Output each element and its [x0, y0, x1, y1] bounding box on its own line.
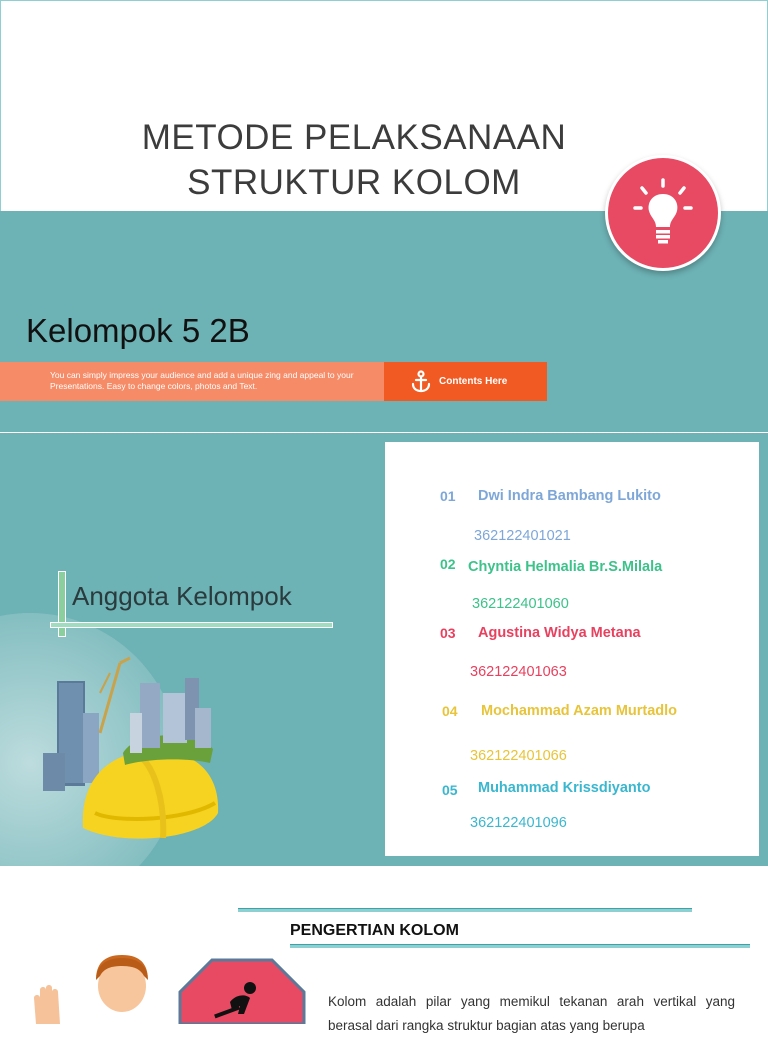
member-name: Mochammad Azam Murtadlo: [481, 703, 678, 719]
worker-illustration: [30, 950, 170, 1024]
title-rule-bottom: [290, 944, 750, 948]
member-name: Agustina Widya Metana: [478, 625, 641, 641]
members-heading: Anggota Kelompok: [72, 581, 292, 611]
group-name: Kelompok 5 2B: [26, 312, 250, 349]
contents-label: Contents Here: [439, 376, 508, 387]
member-nim: 362122401066: [470, 748, 567, 764]
member-number: 05: [442, 782, 458, 798]
heading-underline: [50, 622, 333, 628]
member-nim: 362122401021: [474, 528, 571, 544]
member-number: 04: [442, 703, 458, 719]
slide-title: METODE PELAKSANAAN STRUKTUR KOLOM: [141, 118, 567, 202]
lightbulb-icon: [608, 158, 718, 268]
member-nim: 362122401060: [472, 596, 569, 612]
member-number: 03: [440, 625, 456, 641]
lightbulb-badge: [605, 155, 721, 271]
construction-helmet-illustration: [35, 653, 235, 853]
definition-title: PENGERTIAN KOLOM: [290, 922, 459, 939]
member-name: Chyntia Helmalia Br.S.Milala: [468, 559, 663, 575]
member-number: 02: [440, 556, 456, 572]
member-name: Muhammad Krissdiyanto: [478, 780, 651, 796]
member-name: Dwi Indra Bambang Lukito: [478, 488, 661, 504]
member-number: 01: [440, 488, 456, 504]
info-strip-text: You can simply impress your audience and add a unique zing and appeal to your Presentations. Easy to change colors, photos and Text.: [50, 370, 354, 391]
anchor-icon: [410, 370, 432, 394]
road-work-sign: [178, 958, 306, 1024]
raised-hand-icon: [34, 985, 60, 1024]
member-nim: 362122401096: [470, 815, 567, 831]
member-nim: 362122401063: [470, 664, 567, 680]
title-rule-top: [238, 908, 692, 912]
definition-body: Kolom adalah pilar yang memikul tekanan arah vertikal yang berasal dari rangka struktur bagian atas yang berupa: [328, 994, 735, 1033]
